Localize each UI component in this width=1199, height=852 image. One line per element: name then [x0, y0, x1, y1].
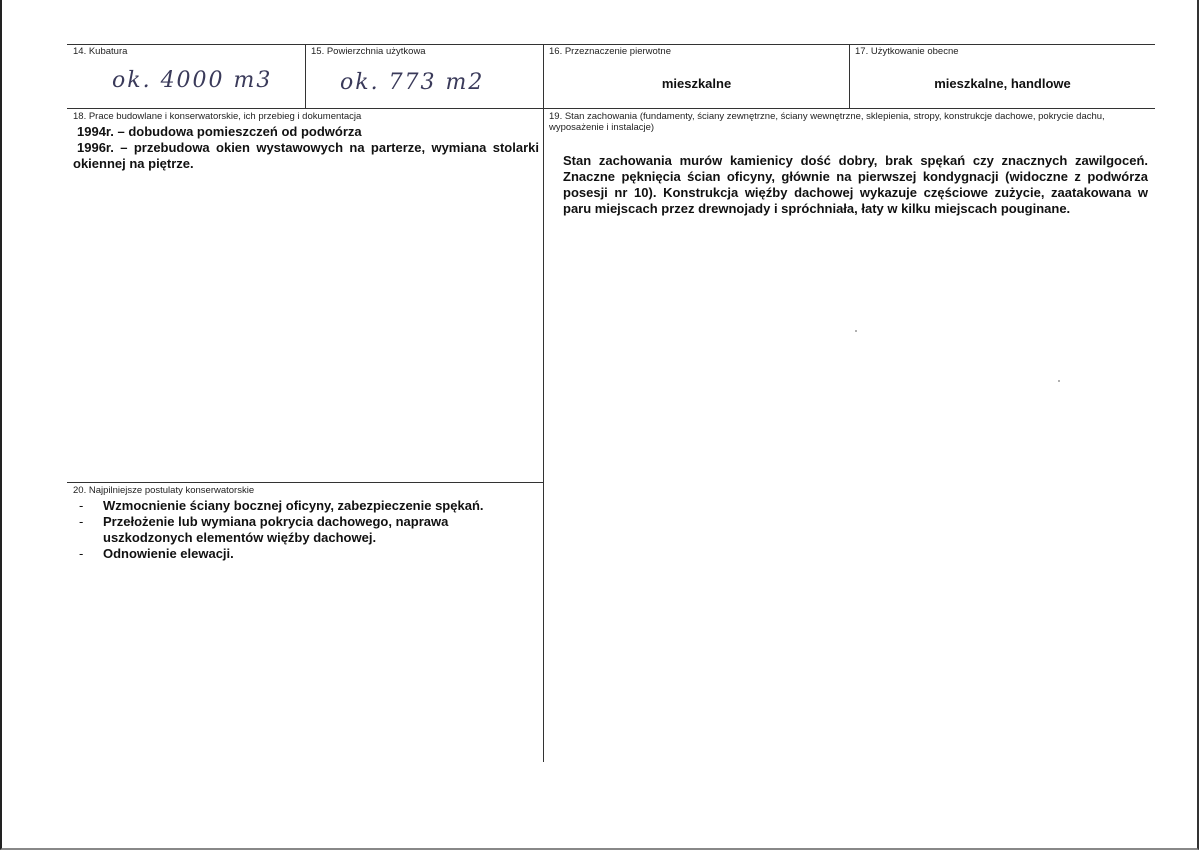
field-18-entry: 1994r. – dobudowa pomieszczeń od podwórza — [77, 124, 362, 139]
bullet-dash: - — [79, 514, 84, 529]
top-rule — [67, 44, 1155, 45]
scan-speck — [1058, 380, 1060, 382]
field-16-value: mieszkalne — [661, 76, 732, 91]
field-18-entries — [73, 124, 539, 172]
field-20-list — [73, 498, 533, 562]
scan-speck — [855, 330, 857, 332]
postulat-item — [73, 546, 533, 562]
bullet-dash: - — [79, 498, 84, 513]
field-15-label: 15. Powierzchnia użytkowa — [311, 46, 426, 57]
field-19-text: Stan zachowania murów kamienicy dość dobry, brak spękań czy znacznych zawilgoceń. Znaczne pęknięcia ścian oficyny, głównie na pierwszej kondygnacji (widoczne z podwórza posesji nr 10). Konstrukcja więźby dachowej wykazuje częściowe zużycie, zaatakowana w paru miejscach przez drewnojady i spróchniała, łaty w kilku miejscach pouginane. — [563, 153, 1148, 216]
col-divider-1 — [305, 44, 306, 108]
field-20-label: 20. Najpilniejsze postulaty konserwatorskie — [73, 485, 255, 496]
postulat-item — [73, 498, 533, 514]
field-16-label: 16. Przeznaczenie pierwotne — [549, 46, 671, 57]
field-17-value: mieszkalne, handlowe — [934, 76, 1071, 91]
field-14-label: 14. Kubatura — [73, 46, 128, 57]
postulat-item-text: Wzmocnienie ściany bocznej oficyny, zabezpieczenie spękań. — [103, 498, 484, 513]
postulat-item-text: Przełożenie lub wymiana pokrycia dachowego, naprawa uszkodzonych elementów więźby dachowej. — [103, 514, 449, 545]
col-divider-2 — [543, 44, 544, 762]
field-17-label: 17. Użytkowanie obecne — [855, 46, 959, 57]
row-divider — [67, 108, 1155, 109]
postulat-item-text: Odnowienie elewacji. — [103, 546, 234, 561]
field-18-entry: 1996r. – przebudowa okien wystawowych na parterze, wymiana stolarki okiennej na piętrze. — [73, 140, 539, 171]
field-14-handwritten-value: ok. 4000 m3 — [112, 68, 273, 93]
postulat-item — [73, 514, 533, 546]
field-18-label: 18. Prace budowlane i konserwatorskie, ich przebieg i dokumentacja — [73, 111, 362, 122]
field-19-label: 19. Stan zachowania (fundamenty, ściany zewnętrzne, ściany wewnętrzne, sklepienia, stropy, konstrukcje dachowe, pokrycie dachu, wyposażenie i instalacje) — [549, 111, 1105, 133]
bullet-dash: - — [79, 546, 84, 561]
field-15-handwritten-value: ok. 773 m2 — [340, 70, 485, 95]
section-20-top-rule — [67, 482, 543, 483]
